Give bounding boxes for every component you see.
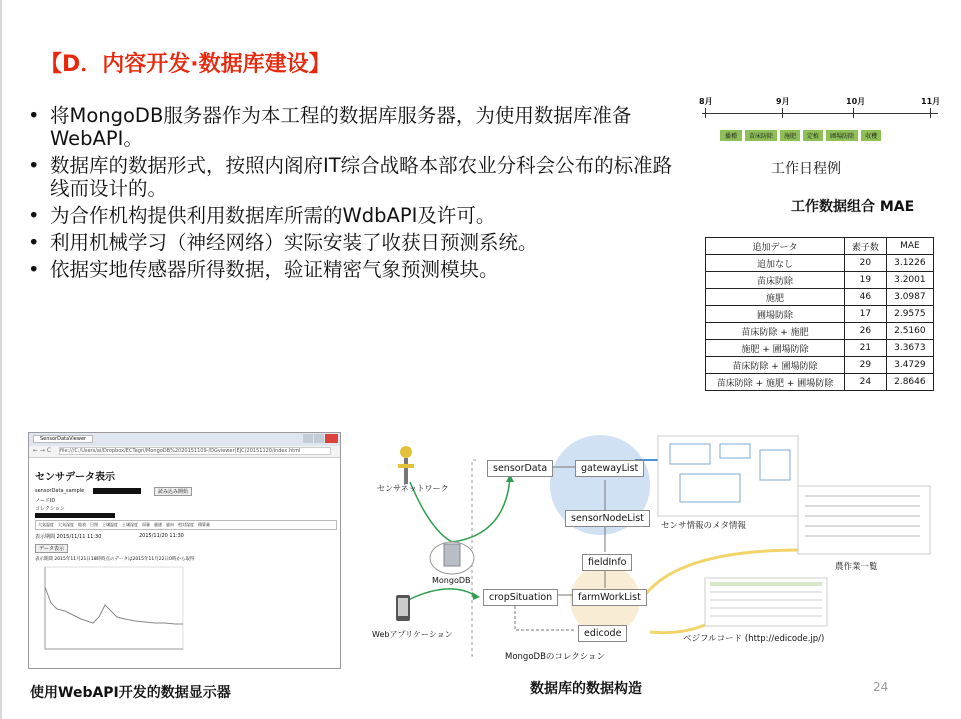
task-chip: 定植 bbox=[803, 130, 823, 141]
range-label: 表示期間 2015/11/11 11:30 bbox=[35, 534, 102, 540]
webapp-arrow bbox=[408, 589, 476, 600]
table-cell: 苗床防除 bbox=[706, 272, 845, 289]
table-cell: 3.0987 bbox=[886, 289, 933, 306]
checkbox-row bbox=[35, 520, 337, 530]
timeline-tick bbox=[853, 108, 854, 118]
table-cell: 3.4729 bbox=[886, 357, 933, 374]
browser-tab: SensorDataViewer bbox=[33, 435, 93, 443]
show-data-button: データ表示 bbox=[35, 544, 68, 553]
viewer-screenshot bbox=[28, 432, 341, 669]
table-cell: 2.5160 bbox=[886, 323, 933, 340]
checkbox-label: 大気温度 bbox=[38, 522, 54, 527]
page-number: 24 bbox=[873, 680, 889, 694]
timeline-tick bbox=[705, 108, 706, 118]
node-gatewaylist: gatewayList bbox=[575, 460, 644, 477]
table-row bbox=[706, 340, 934, 357]
collection-label: MongoDBのコレクション bbox=[505, 652, 606, 662]
timeline-tasks bbox=[720, 130, 881, 141]
range-end: 2015/11/20 11:30 bbox=[139, 533, 184, 539]
minimize-icon bbox=[303, 434, 313, 443]
timeline-month: 9月 bbox=[776, 97, 790, 106]
link-line bbox=[515, 606, 575, 630]
table-cell: 24 bbox=[845, 374, 887, 391]
nav-icons: ← → C bbox=[33, 447, 52, 454]
bullet-list bbox=[28, 104, 678, 285]
checkbox-label: 土壌温度 bbox=[102, 522, 118, 527]
table-cell: 苗床防除 + 施肥 + 圃場防除 bbox=[706, 374, 845, 391]
diagram-caption: 数据库的数据构造 bbox=[530, 681, 642, 697]
timeline-month: 10月 bbox=[846, 97, 866, 106]
table-cell: 追加なし bbox=[706, 255, 845, 272]
bullet-item: • 利用机械学习（神经网络）实际安装了收获日预测系统。 bbox=[28, 231, 678, 254]
db-to-sensordata-arrow bbox=[452, 478, 510, 542]
task-chip: 施肥 bbox=[780, 130, 800, 141]
table-cell: 26 bbox=[845, 323, 887, 340]
bullet-item: • 将MongoDB服务器作为本工程的数据库服务器，为使用数据库准备WebAPI。 bbox=[28, 104, 678, 150]
node-cropsituation: cropSituation bbox=[483, 589, 558, 606]
task-chip: 播種 bbox=[720, 130, 742, 141]
checkbox-label: 風速 bbox=[154, 522, 162, 527]
browser-titlebar bbox=[29, 433, 340, 446]
url-field: file:///C:/Users/ai/Dropbox/ECTagri/MongoDB%2020151109-/DGviewer(EJC)20151120/index.html bbox=[59, 447, 331, 455]
node-sensordata: sensorData bbox=[487, 460, 553, 477]
timeline-month: 8月 bbox=[699, 97, 713, 106]
checkbox-label: 日照 bbox=[90, 522, 98, 527]
table-cell: 3.2001 bbox=[886, 272, 933, 289]
sensor-network-label: センサネットワーク bbox=[377, 484, 449, 493]
meta-info-label: センサ情報のメタ情報 bbox=[661, 521, 747, 531]
load-button: 読み込み開始 bbox=[154, 487, 192, 496]
table-cell: 17 bbox=[845, 306, 887, 323]
sensor-line-chart bbox=[35, 565, 185, 655]
table-row bbox=[706, 289, 934, 306]
task-chip: 収穫 bbox=[861, 130, 881, 141]
farm-work-list-thumbnail bbox=[798, 486, 930, 554]
table-cell: 苗床防除 + 施肥 bbox=[706, 323, 845, 340]
close-icon bbox=[325, 434, 338, 443]
table-cell: 2.9575 bbox=[886, 306, 933, 323]
collection-value-redacted bbox=[35, 513, 115, 518]
slide-title: 【D．内容开发·数据库建设】 bbox=[40, 52, 331, 77]
mae-table bbox=[705, 237, 934, 391]
mongodb-cloud-icon bbox=[430, 542, 474, 574]
period-note: 表示期間 2015年11月21日18時時点のデータは2015年11月22日0時から取得 bbox=[35, 557, 195, 562]
field-value-redacted bbox=[93, 488, 141, 494]
farm-list-label: 農作業一覧 bbox=[835, 562, 878, 572]
timeline-figure bbox=[696, 96, 946, 146]
table-row bbox=[706, 272, 934, 289]
table-row bbox=[706, 357, 934, 374]
table-cell: 3.3673 bbox=[886, 340, 933, 357]
task-chip: 苗床防除 bbox=[745, 130, 777, 141]
checkbox-label: 相対湿度 bbox=[178, 522, 194, 527]
table-row bbox=[706, 323, 934, 340]
checkbox-label: 積算量 bbox=[198, 522, 210, 527]
timeline-axis bbox=[702, 113, 938, 114]
checkbox-label: 地表 bbox=[78, 522, 86, 527]
timeline-month: 11月 bbox=[921, 97, 941, 106]
node-edicode: edicode bbox=[578, 625, 627, 642]
collection-label: コレクション bbox=[35, 506, 65, 512]
table-row bbox=[706, 306, 934, 323]
node-label: ノードID bbox=[35, 498, 56, 504]
table-header-row bbox=[706, 238, 934, 255]
checkbox-label: 土壌湿度 bbox=[122, 522, 138, 527]
edicode-thumbnail bbox=[705, 578, 827, 626]
node-sensornodelist: sensorNodeList bbox=[565, 510, 650, 527]
bullet-item: • 为合作机构提供利用数据库所需的WdbAPI及许可。 bbox=[28, 204, 678, 227]
table-cell: 21 bbox=[845, 340, 887, 357]
page-heading: センサデータ表示 bbox=[35, 472, 115, 483]
table-cell: 苗床防除 + 圃場防除 bbox=[706, 357, 845, 374]
table-cell: 46 bbox=[845, 289, 887, 306]
node-fieldinfo: fieldInfo bbox=[582, 554, 632, 571]
veg-code-label: ベジフルコード (http://edicode.jp/) bbox=[683, 634, 825, 644]
left-rule bbox=[0, 0, 2, 719]
checkbox-label: 風向 bbox=[166, 522, 174, 527]
browser-addressbar bbox=[29, 446, 340, 458]
checkbox-label: 大気湿度 bbox=[58, 522, 74, 527]
table-cell: 29 bbox=[845, 357, 887, 374]
table-header: 追加データ bbox=[706, 238, 845, 255]
table-header: 素子数 bbox=[845, 238, 887, 255]
viewer-caption: 使用WebAPI开发的数据显示器 bbox=[30, 685, 231, 701]
timeline-tick bbox=[782, 108, 783, 118]
web-app-label: Webアプリケーション bbox=[372, 630, 453, 639]
table-row bbox=[706, 374, 934, 391]
table-cell: 施肥 + 圃場防除 bbox=[706, 340, 845, 357]
timeline-caption: 工作日程例 bbox=[771, 161, 841, 177]
table-cell: 3.1226 bbox=[886, 255, 933, 272]
table-cell: 圃場防除 bbox=[706, 306, 845, 323]
smartphone-icon bbox=[396, 595, 410, 621]
timeline-tick bbox=[930, 108, 931, 118]
table-header: MAE bbox=[886, 238, 933, 255]
checkbox-label: 雨量 bbox=[142, 522, 150, 527]
table-cell: 19 bbox=[845, 272, 887, 289]
bullet-item: • 数据库的数据形式，按照内阁府IT综合战略本部农业分科会公布的标准路线而设计的。 bbox=[28, 154, 678, 200]
table-row bbox=[706, 255, 934, 272]
mongodb-label: MongoDB bbox=[432, 576, 471, 585]
table-cell: 施肥 bbox=[706, 289, 845, 306]
bullet-item: • 依据实地传感器所得数据，验证精密气象预测模块。 bbox=[28, 258, 678, 281]
maximize-icon bbox=[314, 434, 324, 443]
field-label: sensorData_sample bbox=[35, 488, 85, 494]
table-caption: 工作数据组合 MAE bbox=[791, 199, 915, 215]
table-cell: 2.8646 bbox=[886, 374, 933, 391]
sensor-tower-icon bbox=[398, 446, 414, 484]
arrowhead bbox=[472, 592, 480, 600]
meta-info-thumbnail bbox=[658, 436, 798, 516]
task-chip: 圃場防除 bbox=[826, 130, 858, 141]
node-farmworklist: farmWorkList bbox=[572, 589, 647, 606]
table-cell: 20 bbox=[845, 255, 887, 272]
